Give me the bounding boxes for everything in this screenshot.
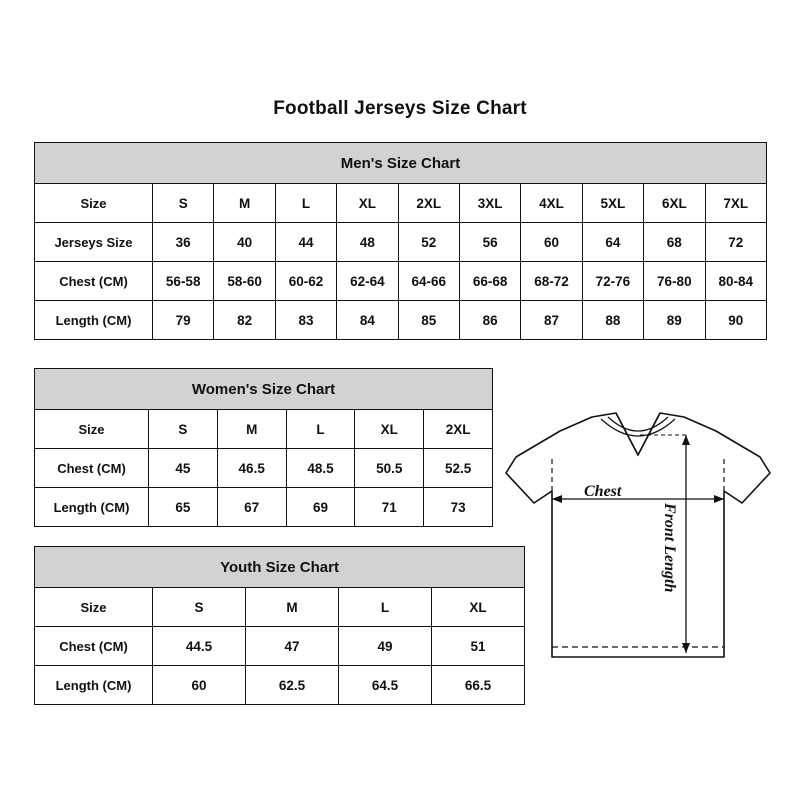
row-label: Chest (CM) (35, 262, 153, 301)
table-cell: 68 (644, 223, 705, 262)
table-cell: 62-64 (337, 262, 398, 301)
table-cell: 60 (153, 666, 246, 705)
front-length-measure-label: Front Length (661, 503, 678, 593)
table-cell: 76-80 (644, 262, 705, 301)
table-cell: 56-58 (153, 262, 214, 301)
mens-size-table (34, 142, 767, 340)
row-label: Length (CM) (35, 666, 153, 705)
table-cell: 58-60 (214, 262, 275, 301)
table-cell: 44 (275, 223, 336, 262)
table-header-row (35, 143, 767, 184)
table-row (35, 449, 493, 488)
table-row (35, 262, 767, 301)
table-cell: 71 (355, 488, 424, 527)
table-cell: S (149, 410, 218, 449)
table-cell: L (275, 184, 336, 223)
row-label: Length (CM) (35, 301, 153, 340)
row-label: Chest (CM) (35, 449, 149, 488)
table-cell: 44.5 (153, 627, 246, 666)
table-cell: M (217, 410, 286, 449)
youth-size-chart-section (34, 546, 524, 705)
womens-table-header: Women's Size Chart (35, 369, 493, 410)
table-cell: 46.5 (217, 449, 286, 488)
table-cell: 84 (337, 301, 398, 340)
table-row (35, 627, 525, 666)
table-cell: 72-76 (582, 262, 643, 301)
table-cell: 80-84 (705, 262, 767, 301)
table-cell: XL (432, 588, 525, 627)
table-cell: 82 (214, 301, 275, 340)
row-label: Chest (CM) (35, 627, 153, 666)
youth-table-header: Youth Size Chart (35, 547, 525, 588)
table-cell: 49 (339, 627, 432, 666)
table-cell: 89 (644, 301, 705, 340)
row-label: Jerseys Size (35, 223, 153, 262)
table-cell: 72 (705, 223, 767, 262)
table-cell: 52.5 (424, 449, 493, 488)
table-cell: 66.5 (432, 666, 525, 705)
table-cell: 90 (705, 301, 767, 340)
table-cell: 67 (217, 488, 286, 527)
table-cell: 69 (286, 488, 355, 527)
table-cell: 62.5 (246, 666, 339, 705)
row-label: Size (35, 588, 153, 627)
womens-size-table (34, 368, 493, 527)
table-row (35, 301, 767, 340)
table-cell: 7XL (705, 184, 767, 223)
table-cell: 60 (521, 223, 582, 262)
table-cell: S (153, 184, 214, 223)
table-cell: XL (355, 410, 424, 449)
table-cell: L (286, 410, 355, 449)
mens-table-header: Men's Size Chart (35, 143, 767, 184)
table-cell: 68-72 (521, 262, 582, 301)
table-cell: 2XL (424, 410, 493, 449)
table-cell: 86 (459, 301, 520, 340)
table-header-row (35, 369, 493, 410)
table-cell: 64 (582, 223, 643, 262)
table-cell: 64-66 (398, 262, 459, 301)
jersey-measurement-diagram (500, 395, 790, 695)
page-title: Football Jerseys Size Chart (273, 98, 527, 119)
table-cell: 40 (214, 223, 275, 262)
row-label: Size (35, 410, 149, 449)
table-cell: XL (337, 184, 398, 223)
table-cell: 6XL (644, 184, 705, 223)
table-cell: 52 (398, 223, 459, 262)
row-label: Size (35, 184, 153, 223)
table-cell: 51 (432, 627, 525, 666)
table-cell: S (153, 588, 246, 627)
table-cell: 50.5 (355, 449, 424, 488)
table-cell: 4XL (521, 184, 582, 223)
chest-measure-label: Chest (584, 483, 622, 500)
table-header-row (35, 547, 525, 588)
table-cell: 5XL (582, 184, 643, 223)
table-row (35, 184, 767, 223)
table-cell: 87 (521, 301, 582, 340)
table-row (35, 410, 493, 449)
table-cell: 48 (337, 223, 398, 262)
table-cell: 66-68 (459, 262, 520, 301)
table-cell: 83 (275, 301, 336, 340)
table-cell: L (339, 588, 432, 627)
table-cell: M (246, 588, 339, 627)
table-cell: 64.5 (339, 666, 432, 705)
table-cell: 47 (246, 627, 339, 666)
table-cell: 36 (153, 223, 214, 262)
womens-size-chart-section (34, 368, 492, 527)
table-row (35, 488, 493, 527)
table-cell: 60-62 (275, 262, 336, 301)
mens-size-chart-section (34, 142, 766, 340)
table-row (35, 588, 525, 627)
table-cell: 85 (398, 301, 459, 340)
youth-size-table (34, 546, 525, 705)
table-cell: 45 (149, 449, 218, 488)
table-cell: 2XL (398, 184, 459, 223)
table-cell: 79 (153, 301, 214, 340)
table-cell: 3XL (459, 184, 520, 223)
table-row (35, 666, 525, 705)
table-cell: 88 (582, 301, 643, 340)
jersey-outline-icon (500, 395, 790, 695)
table-cell: M (214, 184, 275, 223)
table-cell: 56 (459, 223, 520, 262)
table-row (35, 223, 767, 262)
table-cell: 73 (424, 488, 493, 527)
table-cell: 65 (149, 488, 218, 527)
row-label: Length (CM) (35, 488, 149, 527)
table-cell: 48.5 (286, 449, 355, 488)
